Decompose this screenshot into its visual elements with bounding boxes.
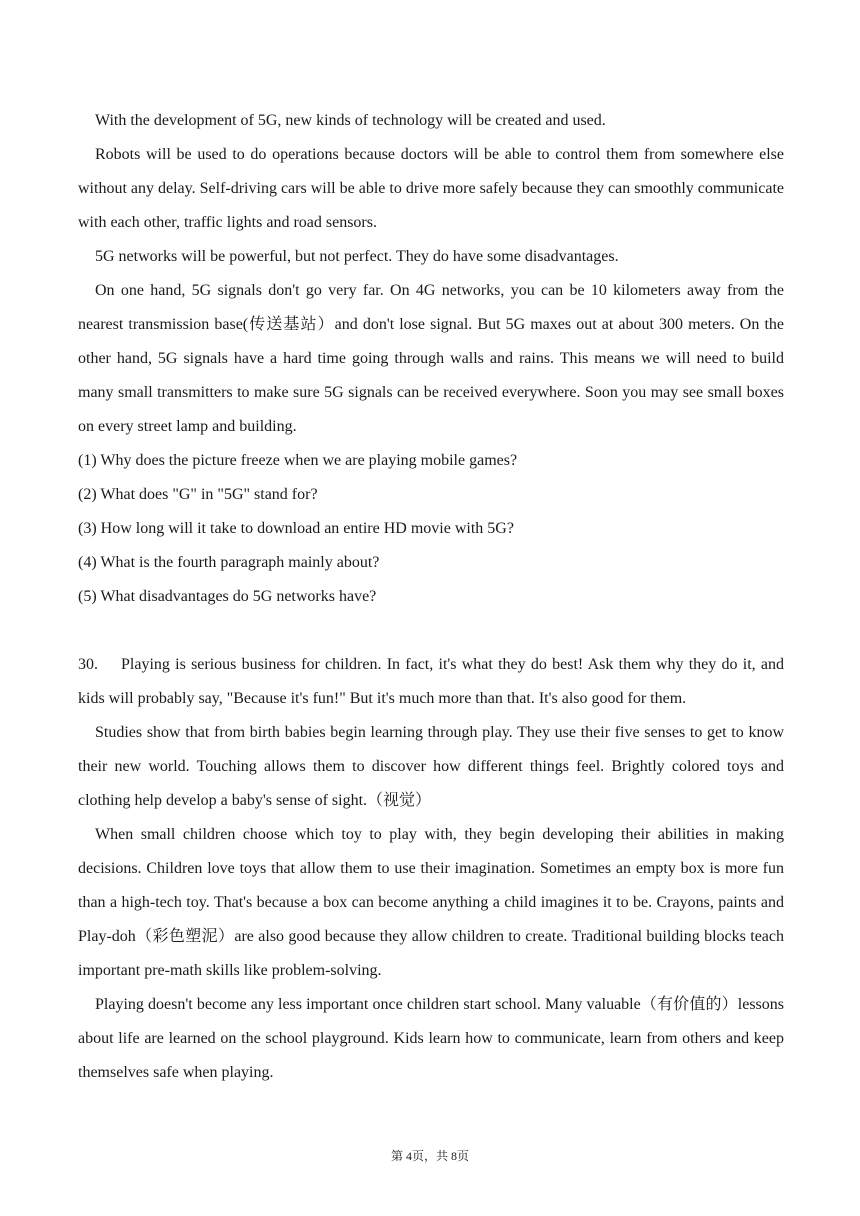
question-item: (4) What is the fourth paragraph mainly about?	[78, 554, 380, 571]
paragraph: On one hand, 5G signals don't go very far. On 4G networks, you can be 10 kilometers away from the nearest transmission base(传送基站）and don't lose signal. But 5G maxes out at about 300 meters. On the other hand, 5G signals have a hard time going through walls and rains. This means we will need to build many small transmitters to make sure 5G signals can be received everywhere. Soon you may see small boxes on every street lamp and building.	[78, 282, 784, 435]
paragraph-text: Playing is serious business for children. In fact, it's what they do best! Ask them why they do it, and kids will probably say, "Because it's fun!" But it's much more than that. It's also good for them.	[78, 656, 784, 707]
paragraph: Studies show that from birth babies begin learning through play. They use their five senses to get to know their new world. Touching allows them to discover how different things feel. Brightly colored toys and clothing help develop a baby's sense of sight.（视觉）	[78, 724, 784, 809]
page-footer: 第 4页，共 8页	[390, 1149, 469, 1163]
paragraph: Playing doesn't become any less important once children start school. Many valuable（有价值的）lessons about life are learned on the school playground. Kids learn how to communicate, learn from others and keep themselves safe when playing.	[78, 996, 784, 1081]
question-number: 30.	[78, 656, 98, 673]
paragraph: With the development of 5G, new kinds of technology will be created and used.	[95, 112, 606, 129]
question-item: (5) What disadvantages do 5G networks have?	[78, 588, 377, 605]
question-30-intro	[78, 648, 784, 716]
paragraph: When small children choose which toy to play with, they begin developing their abilities in making decisions. Children love toys that allow them to use their imagination. Sometimes an empty box is more fun than a high-tech toy. That's because a box can become anything a child imagines it to be. Crayons, paints and Play-doh（彩色塑泥）are also good because they allow children to create. Traditional building blocks teach important pre-math skills like problem-solving.	[78, 826, 784, 979]
section-gap	[78, 614, 784, 648]
question-item: (1) Why does the picture freeze when we are playing mobile games?	[78, 452, 518, 469]
question-item: (2) What does "G" in "5G" stand for?	[78, 486, 318, 503]
document-body	[78, 104, 784, 1090]
paragraph: 5G networks will be powerful, but not perfect. They do have some disadvantages.	[95, 248, 619, 265]
question-item: (3) How long will it take to download an entire HD movie with 5G?	[78, 520, 514, 537]
paragraph: Robots will be used to do operations because doctors will be able to control them from somewhere else without any delay. Self-driving cars will be able to drive more safely because they can smoothly communicate with each other, traffic lights and road sensors.	[78, 146, 784, 231]
